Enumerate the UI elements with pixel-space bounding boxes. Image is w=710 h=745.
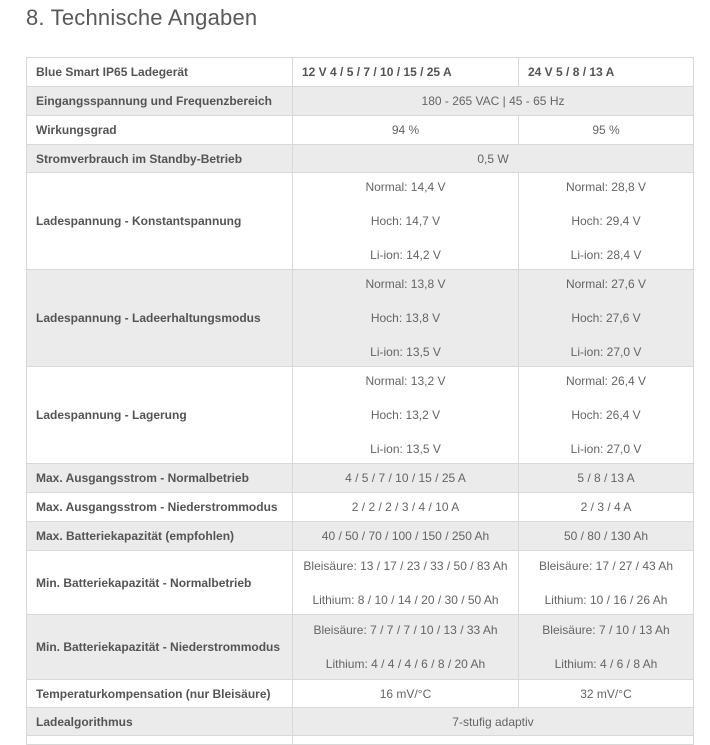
row-value-24v: 95 %: [519, 116, 694, 145]
row-value-line: Normal: 14,4 V: [365, 180, 446, 194]
row-value-24v: [519, 270, 694, 367]
row-value-line: Bleisäure: 7 / 7 / 7 / 10 / 13 / 33 Ah: [313, 623, 498, 637]
document-page: [0, 4, 710, 744]
row-label: [27, 736, 293, 745]
row-value-line: Bleisäure: 13 / 17 / 23 / 33 / 50 / 83 Ah: [303, 558, 508, 573]
table-row-wirkungsgrad: [27, 116, 694, 145]
row-value-line: Li-ion: 13,5 V: [370, 442, 441, 456]
row-value-line: Normal: 27,6 V: [565, 277, 647, 291]
header-product-name: Blue Smart IP65 Ladegerät: [27, 58, 293, 87]
row-value-24v: 5 / 8 / 13 A: [519, 464, 694, 493]
row-value-line: Normal: 13,8 V: [365, 277, 446, 291]
row-value-line: Hoch: 13,8 V: [370, 311, 441, 325]
row-label: Ladespannung - Ladeerhaltungsmodus: [27, 270, 293, 367]
table-row-ausgangsstrom-niederstrom: [27, 493, 694, 522]
row-value-24v: 32 mV/°C: [519, 680, 694, 708]
row-label: Min. Batteriekapazität - Normalbetrieb: [27, 551, 293, 615]
table-row-konstantspannung: [27, 173, 694, 270]
row-value-24v: [519, 615, 694, 680]
row-value-line: Lithium: 4 / 4 / 4 / 6 / 8 / 20 Ah: [325, 657, 486, 671]
row-label: Eingangsspannung und Frequenzbereich: [27, 87, 293, 116]
row-value-24v: 2 / 3 / 4 A: [519, 493, 694, 522]
table-row-lagerung: [27, 367, 694, 464]
row-value-line: Hoch: 26,4 V: [571, 408, 641, 422]
row-value-12v: 40 / 50 / 70 / 100 / 150 / 250 Ah: [293, 522, 519, 551]
row-value-line: Li-ion: 27,0 V: [570, 345, 642, 359]
table-row-min-kapazitaet-normal: [27, 551, 694, 615]
row-value-line: Lithium: 10 / 16 / 26 Ah: [544, 592, 668, 607]
table-row-ladealgorithmus: [27, 708, 694, 736]
row-value-line: Li-ion: 13,5 V: [370, 345, 441, 359]
row-label: Ladespannung - Lagerung: [27, 367, 293, 464]
table-row-cutoff: [27, 736, 694, 745]
row-value-line: Hoch: 13,2 V: [370, 408, 441, 422]
table-row-ladeerhaltung: [27, 270, 694, 367]
page-title: 8. Technische Angaben: [26, 5, 258, 30]
row-label: Ladealgorithmus: [27, 708, 293, 736]
row-value-span: 7-stufig adaptiv: [293, 708, 694, 736]
row-value-span: [293, 736, 694, 745]
row-value-12v: [293, 551, 519, 615]
table-row-min-kapazitaet-niederstrom: [27, 615, 694, 680]
row-value-12v: 4 / 5 / 7 / 10 / 15 / 25 A: [293, 464, 519, 493]
row-value-line: Lithium: 8 / 10 / 14 / 20 / 30 / 50 Ah: [312, 592, 499, 607]
row-value-line: Bleisäure: 7 / 10 / 13 Ah: [542, 623, 670, 637]
row-label: Max. Ausgangsstrom - Normalbetrieb: [27, 464, 293, 493]
row-value-24v: [519, 173, 694, 270]
row-label: Max. Batteriekapazität (empfohlen): [27, 522, 293, 551]
row-label: Stromverbrauch im Standby-Betrieb: [27, 145, 293, 173]
row-value-12v: [293, 173, 519, 270]
row-value-12v: [293, 367, 519, 464]
table-row-standby: [27, 145, 694, 173]
row-value-span: 180 - 265 VAC | 45 - 65 Hz: [293, 87, 694, 116]
row-value-span: 0,5 W: [293, 145, 694, 173]
row-label: Min. Batteriekapazität - Niederstrommodus: [27, 615, 293, 680]
row-value-line: Li-ion: 28,4 V: [570, 248, 642, 262]
row-value-line: Normal: 26,4 V: [565, 374, 647, 388]
row-value-24v: 50 / 80 / 130 Ah: [519, 522, 694, 551]
header-12v-models: 12 V 4 / 5 / 7 / 10 / 15 / 25 A: [293, 58, 519, 87]
row-value-12v: 94 %: [293, 116, 519, 145]
header-24v-models: 24 V 5 / 8 / 13 A: [519, 58, 694, 87]
row-value-12v: 2 / 2 / 2 / 3 / 4 / 10 A: [293, 493, 519, 522]
row-value-12v: 16 mV/°C: [293, 680, 519, 708]
row-value-line: Lithium: 4 / 6 / 8 Ah: [554, 657, 658, 671]
row-value-24v: [519, 367, 694, 464]
table-row-eingangsspannung: [27, 87, 694, 116]
row-label: Max. Ausgangsstrom - Niederstrommodus: [27, 493, 293, 522]
row-value-line: Normal: 28,8 V: [565, 180, 647, 194]
row-value-line: Hoch: 29,4 V: [571, 214, 641, 228]
table-row-temperaturkompensation: [27, 680, 694, 708]
row-value-line: Li-ion: 14,2 V: [370, 248, 441, 262]
row-value-12v: [293, 615, 519, 680]
row-value-line: Hoch: 14,7 V: [370, 214, 441, 228]
row-value-line: Bleisäure: 17 / 27 / 43 Ah: [538, 558, 674, 573]
row-value-line: Hoch: 27,6 V: [571, 311, 641, 325]
table-row-ausgangsstrom-normal: [27, 464, 694, 493]
row-label: Temperaturkompensation (nur Bleisäure): [27, 680, 293, 708]
row-label: Wirkungsgrad: [27, 116, 293, 145]
row-label: Ladespannung - Konstantspannung: [27, 173, 293, 270]
table-header-row: [27, 58, 694, 87]
row-value-12v: [293, 270, 519, 367]
table-row-max-batteriekapazitaet: [27, 522, 694, 551]
row-value-line: Normal: 13,2 V: [365, 374, 446, 388]
row-value-line: Li-ion: 27,0 V: [570, 442, 642, 456]
row-value-24v: [519, 551, 694, 615]
spec-table: [26, 57, 694, 745]
